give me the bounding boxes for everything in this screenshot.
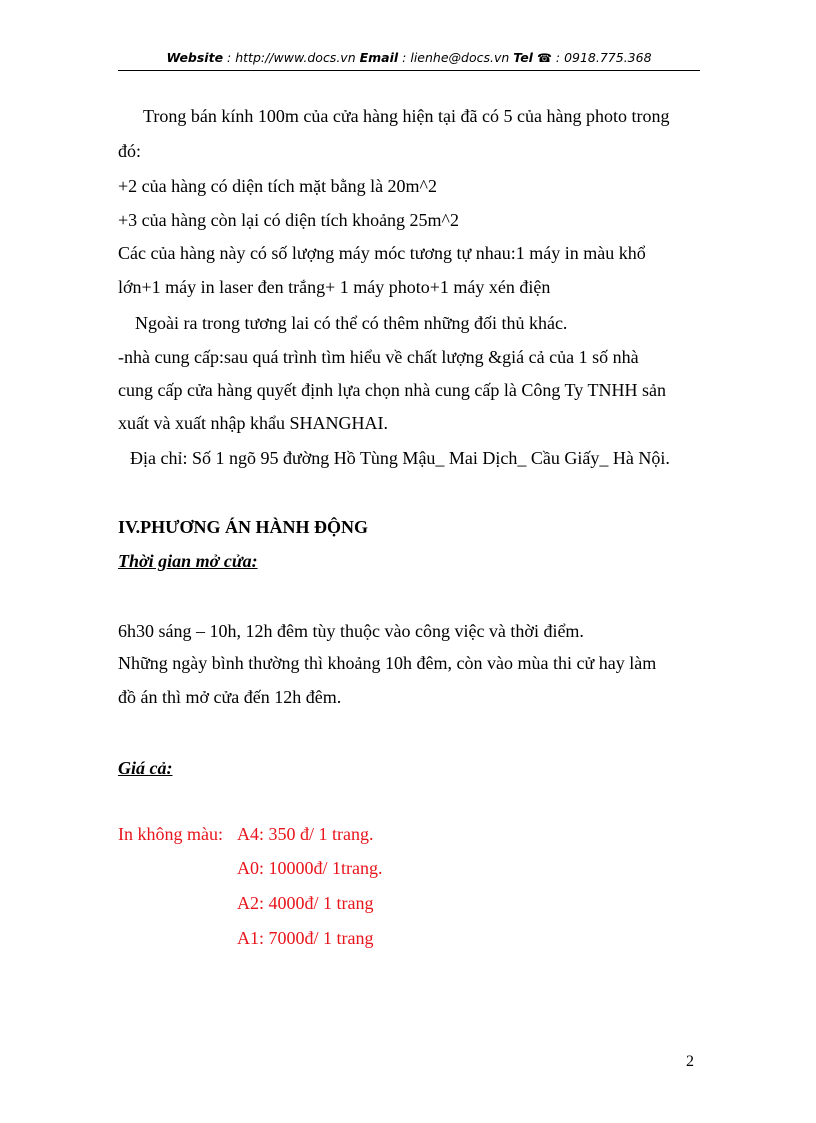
price-item: A0: 10000đ/ 1trang. [237,858,383,878]
price-item: A1: 7000đ/ 1 trang [237,928,374,948]
body-line-8: -nhà cung cấp:sau quá trình tìm hiểu về chất lượng &giá cả của 1 số nhà [118,347,639,367]
tel-value: : 0918.775.368 [551,50,652,65]
website-label: Website [166,50,224,65]
email-sep: : [398,50,411,65]
body-line-3: +2 của hàng có diện tích mặt bằng là 20m^2 [118,176,438,196]
body-line-6: lớn+1 máy in laser đen trắng+ 1 máy photo+1 máy xén điện [118,277,551,297]
price-item: A4: 350 đ/ 1 trang. [237,824,374,844]
body-line-9: cung cấp cửa hàng quyết định lựa chọn nhà cung cấp là Công Ty TNHH sản [118,380,666,400]
body-line-7: Ngoài ra trong tương lai có thể có thêm những đối thủ khác. [135,313,568,333]
price-item: A2: 4000đ/ 1 trang [237,893,374,913]
email-value[interactable]: lienhe@docs.vn [410,50,510,65]
body-line-1: Trong bán kính 100m của cửa hàng hiện tại đã có 5 của hàng photo trong [143,106,670,126]
phone-icon: ☎ [536,51,552,65]
opening-line-3: đồ án thì mở cửa đến 12h đêm. [118,687,342,707]
email-label: Email [359,50,399,65]
website-sep: : [223,50,236,65]
body-line-11: Địa chỉ: Số 1 ngõ 95 đường Hồ Tùng Mậu_ Mai Dịch_ Cầu Giấy_ Hà Nội. [130,448,670,468]
page-number: 2 [686,1053,694,1070]
opening-line-2: Những ngày bình thường thì khoảng 10h đêm, còn vào mùa thi cử hay làm [118,653,657,673]
opening-line-1: 6h30 sáng – 10h, 12h đêm tùy thuộc vào công việc và thời điểm. [118,621,584,641]
body-line-4: +3 của hàng còn lại có diện tích khoảng 25m^2 [118,210,460,230]
body-line-2: đó: [118,141,142,161]
opening-title: Thời gian mở cửa: [118,551,258,571]
section-heading: IV.PHƯƠNG ÁN HÀNH ĐỘNG [118,517,369,537]
website-value[interactable]: http://www.docs.vn [235,50,356,65]
body-line-10: xuất và xuất nhập khẩu SHANGHAI. [118,413,388,433]
body-line-5: Các của hàng này có số lượng máy móc tương tự nhau:1 máy in màu khổ [118,243,646,263]
tel-label: Tel [513,50,533,65]
price-label: In không màu: [118,824,223,844]
price-title: Giá cả: [118,758,173,778]
page-header [118,50,700,65]
header-rule [118,70,700,71]
